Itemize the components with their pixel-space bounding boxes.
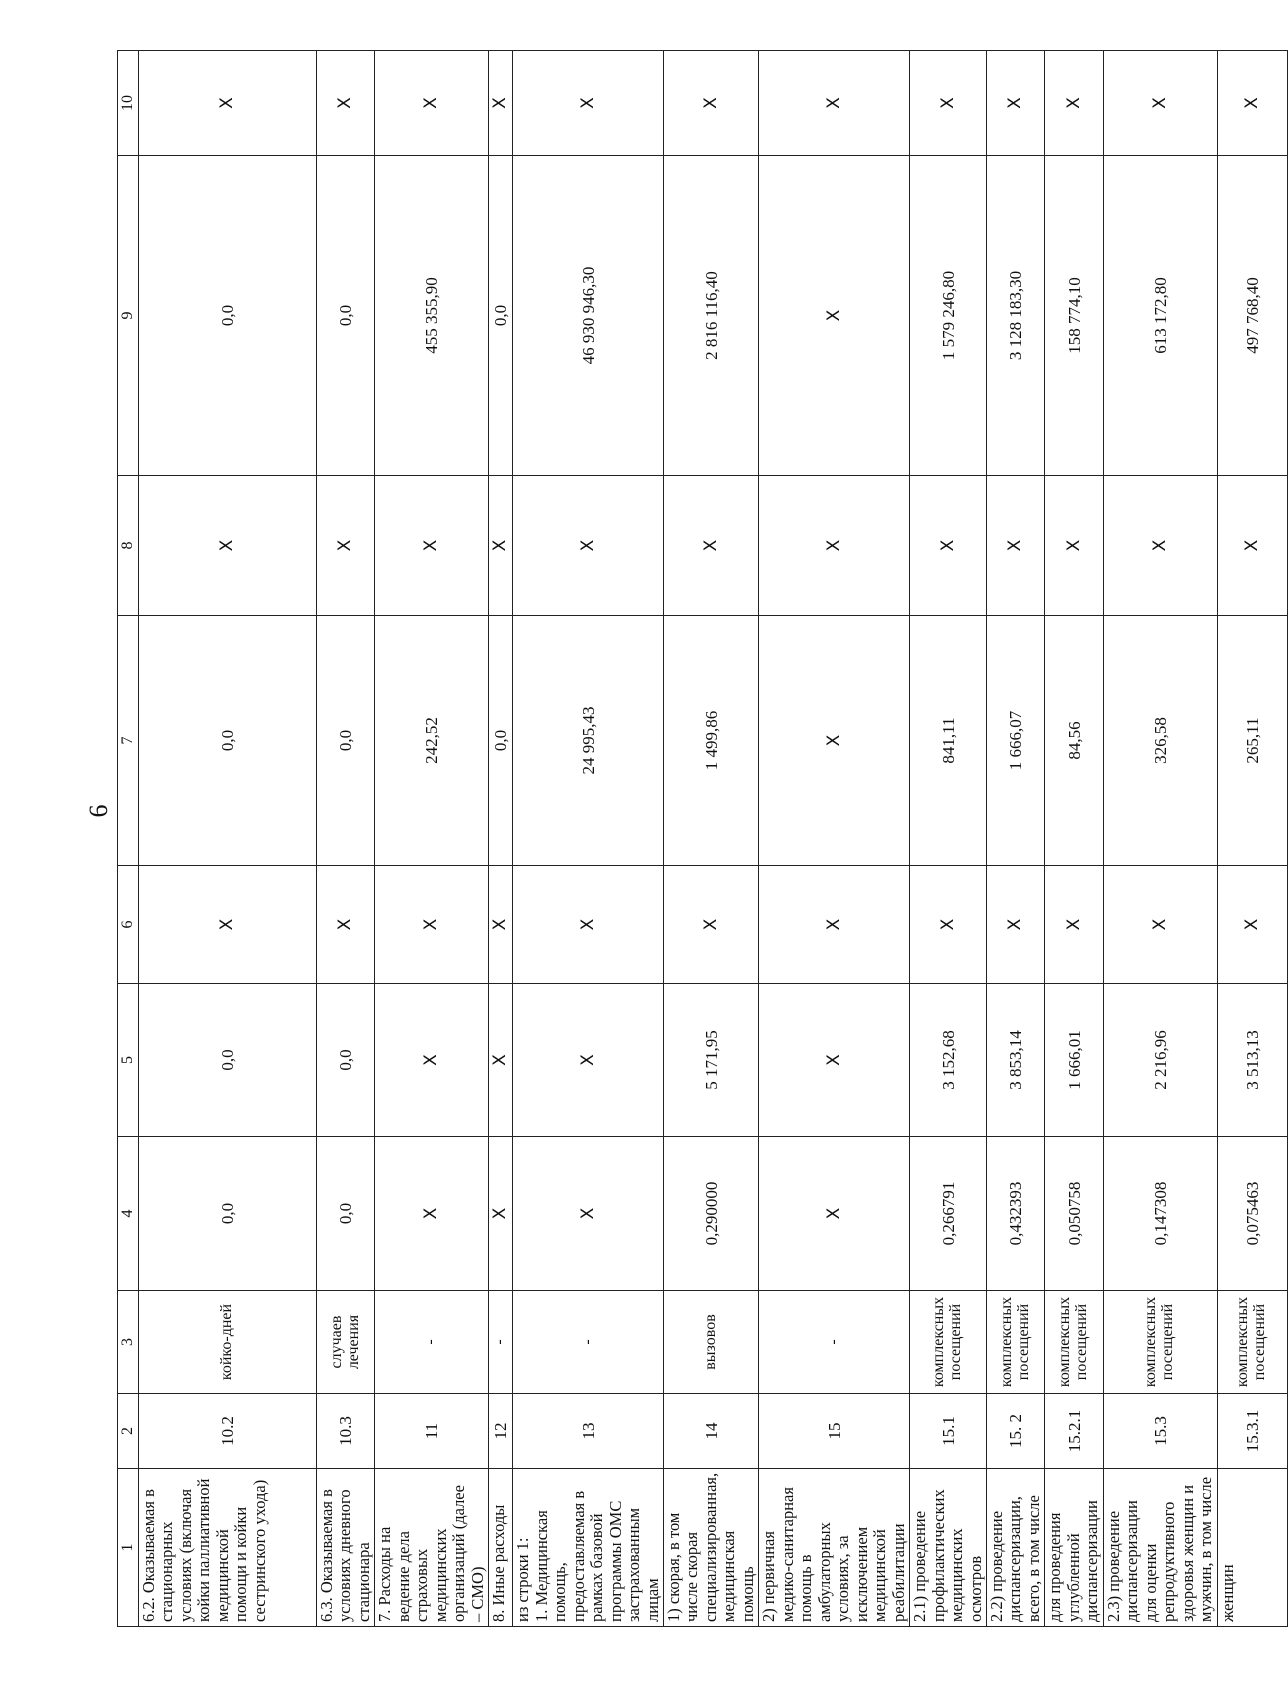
table-row: [489, 51, 513, 1627]
cell-col-2: 15.3: [1103, 1394, 1217, 1469]
cell-col-7: 265,11: [1217, 616, 1287, 866]
cell-col-2: 10.2: [139, 1394, 317, 1469]
cell-col-2: 11: [375, 1394, 489, 1469]
cell-col-6: X: [1103, 866, 1217, 984]
cell-col-2: 15.1: [910, 1394, 987, 1469]
col-header-1: 1: [118, 1469, 139, 1627]
cell-col-4: X: [513, 1137, 664, 1291]
cell-col-8: X: [910, 476, 987, 616]
cell-col-1: 7. Расходы на ведение дела страховых медицинских организаций (далее – СМО): [375, 1469, 489, 1627]
cell-col-6: X: [317, 866, 375, 984]
table-row: [317, 51, 375, 1627]
cell-col-9: X: [759, 156, 910, 476]
table-row: [986, 51, 1044, 1627]
cell-col-10: X: [759, 51, 910, 156]
cell-col-2: 13: [513, 1394, 664, 1469]
cell-col-3: вызовов: [664, 1291, 759, 1394]
cell-col-9: 1 579 246,80: [910, 156, 987, 476]
cell-col-4: 0,050758: [1045, 1137, 1103, 1291]
cell-col-1: 2.1) проведение профилактических медицинских осмотров: [910, 1469, 987, 1627]
cell-col-8: X: [139, 476, 317, 616]
cell-col-5: 0,0: [139, 984, 317, 1137]
cell-col-5: X: [489, 984, 513, 1137]
cell-col-8: X: [1045, 476, 1103, 616]
cell-col-6: X: [664, 866, 759, 984]
cell-col-3: -: [489, 1291, 513, 1394]
cell-col-1: 6.2. Оказываемая в стационарных условиях (включая койки паллиативной медицинской помощи и койки сестринского ухода): [139, 1469, 317, 1627]
cell-col-7: 841,11: [910, 616, 987, 866]
cell-col-8: X: [317, 476, 375, 616]
cell-col-2: 15. 2: [986, 1394, 1044, 1469]
table-row: [1045, 51, 1103, 1627]
cell-col-3: случаев лечения: [317, 1291, 375, 1394]
cell-col-4: 0,266791: [910, 1137, 987, 1291]
table-row: [664, 51, 759, 1627]
cell-col-6: X: [910, 866, 987, 984]
cell-col-4: X: [489, 1137, 513, 1291]
cell-col-10: X: [317, 51, 375, 156]
cell-col-5: 3 853,14: [986, 984, 1044, 1137]
cell-col-5: 5 171,95: [664, 984, 759, 1137]
cell-col-7: 0,0: [317, 616, 375, 866]
col-header-3: 3: [118, 1291, 139, 1394]
cell-col-9: 3 128 183,30: [986, 156, 1044, 476]
cell-col-9: 613 172,80: [1103, 156, 1217, 476]
cell-col-10: X: [513, 51, 664, 156]
cell-col-6: X: [1217, 866, 1287, 984]
cell-col-9: 2 816 116,40: [664, 156, 759, 476]
cell-col-2: 15.2.1: [1045, 1394, 1103, 1469]
cell-col-5: 3 513,13: [1217, 984, 1287, 1137]
cell-col-5: 1 666,01: [1045, 984, 1103, 1137]
cell-col-7: 326,58: [1103, 616, 1217, 866]
col-header-5: 5: [118, 984, 139, 1137]
cell-col-8: X: [1103, 476, 1217, 616]
page-number: 6: [84, 804, 113, 818]
cell-col-10: X: [1217, 51, 1287, 156]
cell-col-1: 2.2) проведение диспансеризации, всего, в том числе: [986, 1469, 1044, 1627]
table-row: [759, 51, 910, 1627]
cell-col-1: для проведения углубленной диспансеризации: [1045, 1469, 1103, 1627]
cell-col-8: X: [489, 476, 513, 616]
cell-col-2: 12: [489, 1394, 513, 1469]
cell-col-5: X: [375, 984, 489, 1137]
col-header-10: 10: [118, 51, 139, 156]
col-header-9: 9: [118, 156, 139, 476]
cell-col-5: 2 216,96: [1103, 984, 1217, 1137]
table-row: [1103, 51, 1217, 1627]
cell-col-10: X: [375, 51, 489, 156]
cell-col-7: 84,56: [1045, 616, 1103, 866]
cell-col-7: 0,0: [139, 616, 317, 866]
cell-col-6: X: [375, 866, 489, 984]
cell-col-7: X: [759, 616, 910, 866]
table-row: [513, 51, 664, 1627]
cell-col-10: X: [1045, 51, 1103, 156]
cell-col-10: X: [489, 51, 513, 156]
col-header-4: 4: [118, 1137, 139, 1291]
cell-col-3: комплексных посещений: [986, 1291, 1044, 1394]
cell-col-6: X: [513, 866, 664, 984]
cell-col-3: комплексных посещений: [910, 1291, 987, 1394]
cell-col-4: 0,0: [139, 1137, 317, 1291]
cell-col-8: X: [759, 476, 910, 616]
table-row: [910, 51, 987, 1627]
cell-col-3: комплексных посещений: [1045, 1291, 1103, 1394]
cell-col-9: 455 355,90: [375, 156, 489, 476]
cell-col-4: 0,290000: [664, 1137, 759, 1291]
cell-col-7: 1 666,07: [986, 616, 1044, 866]
cell-col-2: 14: [664, 1394, 759, 1469]
table-row: [139, 51, 317, 1627]
cell-col-3: -: [375, 1291, 489, 1394]
cell-col-1: женщин: [1217, 1469, 1287, 1627]
cell-col-8: X: [1217, 476, 1287, 616]
cell-col-9: 46 930 946,30: [513, 156, 664, 476]
cell-col-4: X: [759, 1137, 910, 1291]
cell-col-6: X: [986, 866, 1044, 984]
rotated-table-wrapper: [117, 51, 1269, 1627]
col-header-6: 6: [118, 866, 139, 984]
cell-col-5: 0,0: [317, 984, 375, 1137]
cell-col-10: X: [986, 51, 1044, 156]
cell-col-4: 0,147308: [1103, 1137, 1217, 1291]
cell-col-4: 0,075463: [1217, 1137, 1287, 1291]
cell-col-9: 497 768,40: [1217, 156, 1287, 476]
cell-col-8: X: [375, 476, 489, 616]
cell-col-9: 0,0: [139, 156, 317, 476]
cell-col-1: из строки 1: 1. Медицинская помощь, предоставляемая в рамках базовой программы ОМС застрахованным лицам: [513, 1469, 664, 1627]
header-row: [118, 51, 139, 1627]
cell-col-10: X: [1103, 51, 1217, 156]
col-header-7: 7: [118, 616, 139, 866]
table-row: [1217, 51, 1287, 1627]
cell-col-8: X: [664, 476, 759, 616]
cell-col-1: 6.3. Оказываемая в условиях дневного стационара: [317, 1469, 375, 1627]
cell-col-9: 0,0: [317, 156, 375, 476]
cell-col-6: X: [1045, 866, 1103, 984]
cell-col-10: X: [139, 51, 317, 156]
cell-col-7: 1 499,86: [664, 616, 759, 866]
cell-col-3: -: [759, 1291, 910, 1394]
table-row: [375, 51, 489, 1627]
cell-col-5: 3 152,68: [910, 984, 987, 1137]
cell-col-10: X: [664, 51, 759, 156]
cell-col-4: 0,432393: [986, 1137, 1044, 1291]
cell-col-6: X: [489, 866, 513, 984]
cell-col-1: 1) скорая, в том числе скорая специализированная, медицинская помощь: [664, 1469, 759, 1627]
expenses-table: [117, 50, 1288, 1627]
cell-col-6: X: [139, 866, 317, 984]
cell-col-3: койко-дней: [139, 1291, 317, 1394]
cell-col-5: X: [759, 984, 910, 1137]
cell-col-7: 24 995,43: [513, 616, 664, 866]
cell-col-6: X: [759, 866, 910, 984]
cell-col-3: комплексных посещений: [1217, 1291, 1287, 1394]
cell-col-4: X: [375, 1137, 489, 1291]
cell-col-2: 15.3.1: [1217, 1394, 1287, 1469]
cell-col-2: 10.3: [317, 1394, 375, 1469]
cell-col-9: 0,0: [489, 156, 513, 476]
col-header-2: 2: [118, 1394, 139, 1469]
cell-col-4: 0,0: [317, 1137, 375, 1291]
cell-col-3: -: [513, 1291, 664, 1394]
cell-col-5: X: [513, 984, 664, 1137]
cell-col-2: 15: [759, 1394, 910, 1469]
cell-col-7: 0,0: [489, 616, 513, 866]
cell-col-7: 242,52: [375, 616, 489, 866]
cell-col-9: 158 774,10: [1045, 156, 1103, 476]
col-header-8: 8: [118, 476, 139, 616]
cell-col-1: 2) первичная медико-санитарная помощь в амбулаторных условиях, за исключением медицинской реабилитации: [759, 1469, 910, 1627]
cell-col-10: X: [910, 51, 987, 156]
cell-col-1: 2.3) проведение диспансеризации для оценки репродуктивного здоровья женщин и мужчин, в том числе: [1103, 1469, 1217, 1627]
cell-col-3: комплексных посещений: [1103, 1291, 1217, 1394]
cell-col-8: X: [986, 476, 1044, 616]
cell-col-1: 8. Иные расходы: [489, 1469, 513, 1627]
cell-col-8: X: [513, 476, 664, 616]
